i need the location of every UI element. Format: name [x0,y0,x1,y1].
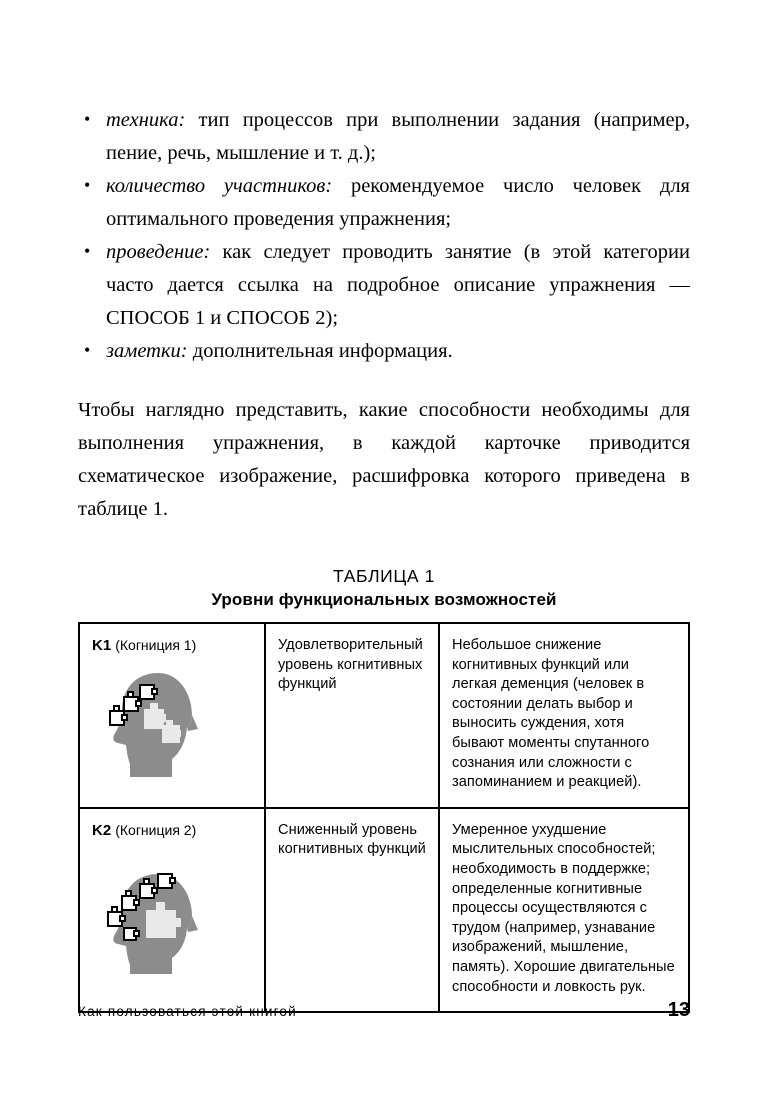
table-cell-description [439,623,689,808]
levels-table [78,622,690,1013]
running-title: Как пользоваться этой книгой [78,1004,297,1019]
code-line [92,821,252,840]
level-code-name: (Когниция 1) [115,637,197,653]
table-cell-level [265,623,439,808]
page-footer [78,999,690,1022]
list-item-term: проведение: [106,241,211,263]
list-item-text: рекомендуемое число человек для оптимального проведения упражнения; [106,175,690,230]
level-description-long: Небольшое снижение когнитивных функций или легкая деменция (человек в состоянии делать выбор и выносить суждения, хотя бывают моменты спутанного сознания или сложности с запоминанием и реакцией). [452,637,650,791]
level-code-name: (Когниция 2) [115,821,197,838]
list-item-term: количество участников: [106,175,333,197]
table-cell-code-icon [79,623,265,808]
page-number: 13 [667,999,690,1021]
list-item-term: заметки: [106,340,188,362]
level-description-short: Удовлетворительный уровень когнитивных функций [278,637,423,693]
table-cell-description [439,808,689,1012]
list-item [78,236,690,335]
head-puzzle-k2-icon [100,852,220,968]
list-item [78,104,690,170]
list-item-text: дополнительная информация. [187,340,453,362]
level-code: K1 [92,637,112,654]
definitions-list [78,104,690,368]
table-cell-code-icon [79,808,265,1012]
table-cell-level [265,808,439,1012]
list-item [78,170,690,236]
table-caption-title: ТАБЛИЦА 1 [333,566,435,586]
body-paragraph: Чтобы наглядно представить, какие способности необходимы для выполнения упражнения, в каждой карточке приводится схематическое изображение, расшифровка которого приведена в таблице 1. [78,399,690,520]
table-row [79,808,689,1012]
list-item-text: как следует проводить занятие (в этой категории часто дается ссылка на подробное описание упражнения — СПОСОБ 1 и СПОСОБ 2); [106,241,690,329]
head-puzzle-k1-icon [100,667,220,783]
list-item-text: тип процессов при выполнении задания (например, пение, речь, мышление и т. д.); [106,109,690,164]
level-code: K2 [92,821,112,839]
list-item [78,335,690,368]
code-line [92,636,252,655]
level-description-short: Сниженный уровень когнитивных функций [278,821,426,858]
list-item-term: техника: [106,109,186,131]
table-caption [78,566,690,610]
table-caption-subtitle: Уровни функциональных возможностей [211,590,557,609]
table-row [79,623,689,808]
level-description-long: Умеренное ухудшение мыслительных способностей; необходимость в поддержке; определенные когнитивные процессы осуществляются с трудом (например, узнавание изображений, мышление, память). Хорошие двигательные способности и ловкость рук. [452,821,675,995]
